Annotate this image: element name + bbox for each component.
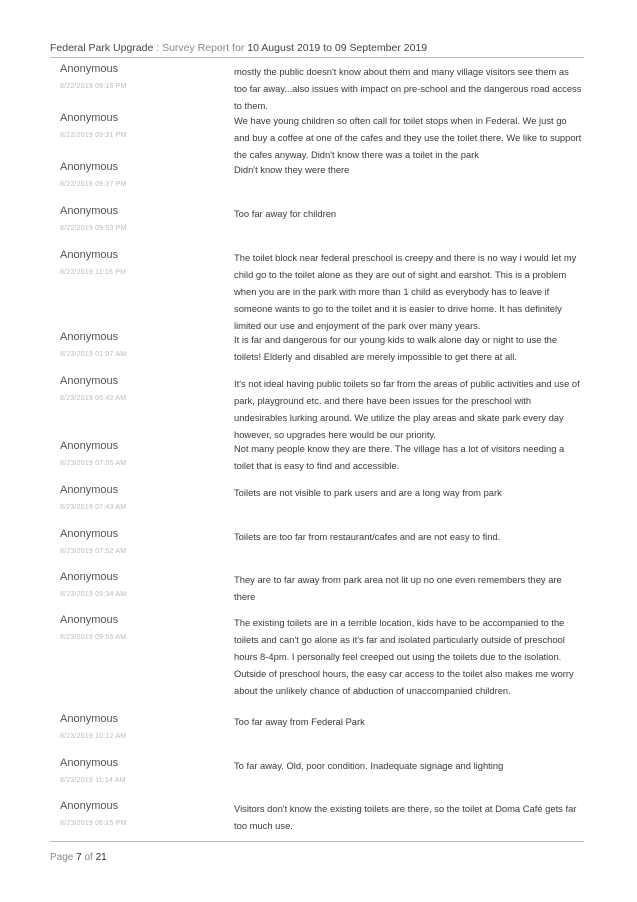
response-time: 8/22/2019 09:16 PM [60,83,127,90]
report-header [50,42,590,54]
response-time: 8/23/2019 06:15 PM [60,820,127,827]
respondent-name: Anonymous [60,713,119,725]
respondent-name: Anonymous [60,205,119,217]
respondent-name: Anonymous [60,375,119,387]
respondent-name: Anonymous [60,331,119,343]
date-range: 10 August 2019 to 09 September 2019 [247,42,428,54]
total-pages: 21 [95,852,107,863]
response-text: The existing toilets are in a terrible location, kids have to be accompanied to the toilets and can't go alone as it's far and isolated particularly outside of preschool hours 8-4pm. I personally feel creeped out using the toilets due to the isolation. Outside of preschool hours, the easy car access to the toilet also makes me worry about the unlikely chance of abduction of unaccompanied children. [234,617,574,696]
respondent-name: Anonymous [60,614,119,626]
response-text: We have young children so often call for toilet stops when in Federal. We just go and buy a coffee at one of the cafes and they use the toilet there. We like to support the cafes anyway. Didn't know there was a toilet in the park [234,115,582,160]
report-label: Survey Report for [162,42,248,54]
response-text: It's not ideal having public toilets so far from the areas of public activities and use of park, playground etc. and there have been issues for the preschool with undesirables lurking around. We utilize the play areas and skate park every day however, so upgrades here would be our priority. [234,378,580,440]
respondent-name: Anonymous [60,484,119,496]
response-text: Toilets are not visible to park users and are a long way from park [234,487,502,498]
response-text: Not many people know they are there. The village has a lot of visitors needing a toilet that is easy to find and accessible. [234,443,565,471]
header-divider [50,57,584,58]
respondent-name: Anonymous [60,112,119,124]
respondent-name: Anonymous [60,249,119,261]
response-text: It is far and dangerous for our young kids to walk alone day or night to use the toilets! Elderly and disabled are merely impossible to get there at all. [234,334,558,362]
respondent-name: Anonymous [60,528,119,540]
respondent-name: Anonymous [60,800,119,812]
response-time: 8/23/2019 09:55 AM [60,634,127,641]
response-time: 8/23/2019 07:43 AM [60,504,127,511]
response-text: Too far away for children [234,208,337,219]
title-separator: : [153,42,163,54]
response-time: 8/22/2019 09:53 PM [60,225,127,232]
respondent-name: Anonymous [60,440,119,452]
response-text: Didn't know they were there [234,164,350,175]
response-time: 8/23/2019 01:07 AM [60,351,127,358]
project-title: Federal Park Upgrade [50,42,154,54]
response-time: 8/23/2019 11:14 AM [60,777,126,784]
page-indicator [50,852,107,863]
response-text: Visitors don't know the existing toilets are there, so the toilet at Doma Café gets far too much use. [234,803,577,831]
respondent-name: Anonymous [60,63,119,75]
footer-divider [50,841,584,842]
response-time: 8/23/2019 10:12 AM [60,733,127,740]
response-time: 8/23/2019 09:34 AM [60,591,127,598]
response-time: 8/22/2019 09:37 PM [60,181,127,188]
response-time: 8/23/2019 05:42 AM [60,395,127,402]
respondent-name: Anonymous [60,757,119,769]
response-text: mostly the public doesn't know about them and many village visitors see them as too far away...also issues with impact on pre-school and the dangerous road access to them. [234,66,582,111]
response-text: To far away. Old, poor condition. Inadequate signage and lighting [234,760,504,771]
response-text: The toilet block near federal preschool is creepy and there is no way i would let my child go to the toilet alone as they are out of sight and earshot. This is a problem when you are in the park with more than 1 child as everybody has to leave if someone wants to go to the toilet and it is easier to drive home. It has definitely limited our use and enjoyment of the park over many years. [234,252,577,331]
response-text: They are to far away from park area not lit up no one even remembers they are there [234,574,562,602]
of-label: of [81,852,96,863]
response-time: 8/23/2019 07:05 AM [60,460,127,467]
respondent-name: Anonymous [60,571,119,583]
respondent-name: Anonymous [60,161,119,173]
response-time: 8/23/2019 07:52 AM [60,548,127,555]
response-text: Too far away from Federal Park [234,716,365,727]
response-time: 8/22/2019 11:16 PM [60,269,127,276]
response-text: Toilets are too far from restaurant/cafes and are not easy to find. [234,531,501,542]
page-number: 7 [76,852,82,863]
response-time: 8/22/2019 09:31 PM [60,132,127,139]
page-label: Page [50,852,77,863]
